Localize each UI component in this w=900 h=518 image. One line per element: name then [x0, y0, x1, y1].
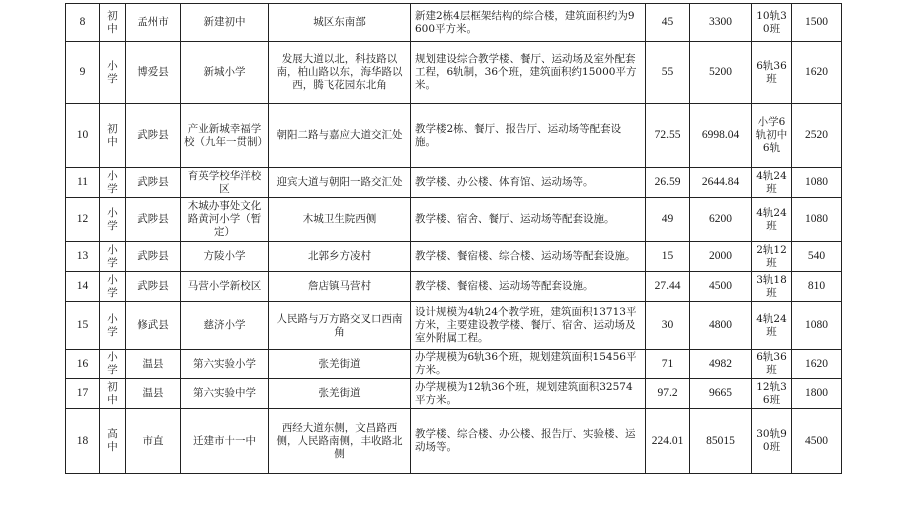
cell-no: 9	[66, 42, 100, 104]
cell-land-area: 71	[646, 350, 690, 379]
cell-construction-content: 新建2栋4层框架结构的综合楼，建筑面积约为9600平方米。	[411, 4, 646, 42]
cell-land-area: 72.55	[646, 104, 690, 168]
cell-building-area: 4500	[690, 272, 752, 302]
cell-school-name: 木城办事处文化路黄河小学（暂定）	[181, 198, 269, 242]
cell-stage: 小学	[100, 302, 126, 350]
cell-building-area: 3300	[690, 4, 752, 42]
cell-land-area: 45	[646, 4, 690, 42]
cell-county: 武陟县	[126, 272, 181, 302]
cell-county: 武陟县	[126, 198, 181, 242]
cell-location: 北郭乡方凌村	[269, 242, 411, 272]
cell-scale: 4轨24班	[752, 302, 792, 350]
cell-no: 8	[66, 4, 100, 42]
cell-building-area: 4982	[690, 350, 752, 379]
cell-land-area: 27.44	[646, 272, 690, 302]
table-row	[66, 242, 842, 272]
cell-location: 西经大道东侧，文昌路西侧，人民路南侧，丰收路北侧	[269, 409, 411, 474]
cell-construction-content: 教学楼、办公楼、体育馆、运动场等。	[411, 168, 646, 198]
cell-school-name: 第六实验小学	[181, 350, 269, 379]
cell-land-area: 49	[646, 198, 690, 242]
table-row	[66, 409, 842, 474]
cell-location: 迎宾大道与朝阳一路交汇处	[269, 168, 411, 198]
cell-building-area: 5200	[690, 42, 752, 104]
cell-seats: 1800	[792, 379, 842, 409]
cell-scale: 6轨36班	[752, 350, 792, 379]
cell-scale: 6轨36班	[752, 42, 792, 104]
cell-stage: 高中	[100, 409, 126, 474]
cell-no: 12	[66, 198, 100, 242]
cell-construction-content: 办学规模为6轨36个班，规划建筑面积15456平方米。	[411, 350, 646, 379]
cell-county: 武陟县	[126, 168, 181, 198]
cell-school-name: 马营小学新校区	[181, 272, 269, 302]
cell-construction-content: 教学楼、综合楼、办公楼、报告厅、实验楼、运动场等。	[411, 409, 646, 474]
cell-land-area: 30	[646, 302, 690, 350]
cell-construction-content: 办学规模为12轨36个班，规划建筑面积32574平方米。	[411, 379, 646, 409]
cell-construction-content: 教学楼、宿舍、餐厅、运动场等配套设施。	[411, 198, 646, 242]
cell-stage: 小学	[100, 272, 126, 302]
cell-seats: 1080	[792, 198, 842, 242]
cell-no: 17	[66, 379, 100, 409]
cell-land-area: 26.59	[646, 168, 690, 198]
cell-stage: 初中	[100, 4, 126, 42]
cell-building-area: 9665	[690, 379, 752, 409]
cell-no: 14	[66, 272, 100, 302]
cell-seats: 810	[792, 272, 842, 302]
cell-county: 武陟县	[126, 104, 181, 168]
table-row	[66, 42, 842, 104]
cell-building-area: 2000	[690, 242, 752, 272]
cell-no: 16	[66, 350, 100, 379]
cell-construction-content: 教学楼、餐宿楼、运动场等配套设施。	[411, 272, 646, 302]
cell-building-area: 4800	[690, 302, 752, 350]
cell-location: 张羌街道	[269, 350, 411, 379]
cell-building-area: 6200	[690, 198, 752, 242]
cell-construction-content: 教学楼、餐宿楼、综合楼、运动场等配套设施。	[411, 242, 646, 272]
cell-stage: 小学	[100, 42, 126, 104]
cell-no: 10	[66, 104, 100, 168]
cell-county: 温县	[126, 379, 181, 409]
cell-stage: 初中	[100, 104, 126, 168]
cell-county: 修武县	[126, 302, 181, 350]
cell-school-name: 慈济小学	[181, 302, 269, 350]
cell-location: 詹店镇马营村	[269, 272, 411, 302]
cell-location: 城区东南部	[269, 4, 411, 42]
cell-no: 11	[66, 168, 100, 198]
cell-stage: 小学	[100, 242, 126, 272]
cell-scale: 4轨24班	[752, 168, 792, 198]
table-row	[66, 168, 842, 198]
cell-county: 市直	[126, 409, 181, 474]
cell-building-area: 2644.84	[690, 168, 752, 198]
cell-seats: 1080	[792, 168, 842, 198]
table-row	[66, 272, 842, 302]
cell-scale: 10轨30班	[752, 4, 792, 42]
cell-school-name: 新城小学	[181, 42, 269, 104]
cell-seats: 1080	[792, 302, 842, 350]
table-row	[66, 198, 842, 242]
cell-land-area: 15	[646, 242, 690, 272]
cell-location: 张羌街道	[269, 379, 411, 409]
table-row	[66, 379, 842, 409]
cell-county: 温县	[126, 350, 181, 379]
cell-seats: 540	[792, 242, 842, 272]
cell-scale: 12轨36班	[752, 379, 792, 409]
cell-land-area: 224.01	[646, 409, 690, 474]
cell-stage: 小学	[100, 350, 126, 379]
cell-location: 人民路与万方路交叉口西南角	[269, 302, 411, 350]
cell-stage: 小学	[100, 168, 126, 198]
cell-construction-content: 设计规模为4轨24个教学班，建筑面积13713平方米，主要建设教学楼、餐厅、宿舍、运动场及室外附属工程。	[411, 302, 646, 350]
cell-scale: 30轨90班	[752, 409, 792, 474]
cell-seats: 1500	[792, 4, 842, 42]
cell-stage: 小学	[100, 198, 126, 242]
school-projects-table	[65, 3, 842, 474]
cell-building-area: 85015	[690, 409, 752, 474]
cell-location: 木城卫生院西侧	[269, 198, 411, 242]
cell-school-name: 方陵小学	[181, 242, 269, 272]
cell-county: 孟州市	[126, 4, 181, 42]
cell-land-area: 55	[646, 42, 690, 104]
cell-construction-content: 教学楼2栋、餐厅、报告厅、运动场等配套设施。	[411, 104, 646, 168]
table-row	[66, 302, 842, 350]
cell-school-name: 迁建市十一中	[181, 409, 269, 474]
table-row	[66, 4, 842, 42]
cell-school-name: 育英学校华洋校区	[181, 168, 269, 198]
cell-scale: 小学6轨初中6轨	[752, 104, 792, 168]
cell-school-name: 第六实验中学	[181, 379, 269, 409]
cell-county: 博爱县	[126, 42, 181, 104]
cell-seats: 2520	[792, 104, 842, 168]
cell-construction-content: 规划建设综合教学楼、餐厅、运动场及室外配套工程，6轨制，36个班，建筑面积约15000平方米。	[411, 42, 646, 104]
cell-seats: 1620	[792, 350, 842, 379]
cell-no: 13	[66, 242, 100, 272]
cell-school-name: 新建初中	[181, 4, 269, 42]
table-row	[66, 104, 842, 168]
cell-seats: 1620	[792, 42, 842, 104]
cell-seats: 4500	[792, 409, 842, 474]
cell-county: 武陟县	[126, 242, 181, 272]
cell-building-area: 6998.04	[690, 104, 752, 168]
cell-no: 18	[66, 409, 100, 474]
table-row	[66, 350, 842, 379]
cell-scale: 3轨18班	[752, 272, 792, 302]
cell-school-name: 产业新城幸福学校（九年一贯制）	[181, 104, 269, 168]
cell-location: 发展大道以北，科技路以南，柏山路以东，海华路以西，腾飞花园东北角	[269, 42, 411, 104]
cell-land-area: 97.2	[646, 379, 690, 409]
cell-scale: 2轨12班	[752, 242, 792, 272]
cell-stage: 初中	[100, 379, 126, 409]
cell-no: 15	[66, 302, 100, 350]
cell-location: 朝阳二路与嘉应大道交汇处	[269, 104, 411, 168]
cell-scale: 4轨24班	[752, 198, 792, 242]
